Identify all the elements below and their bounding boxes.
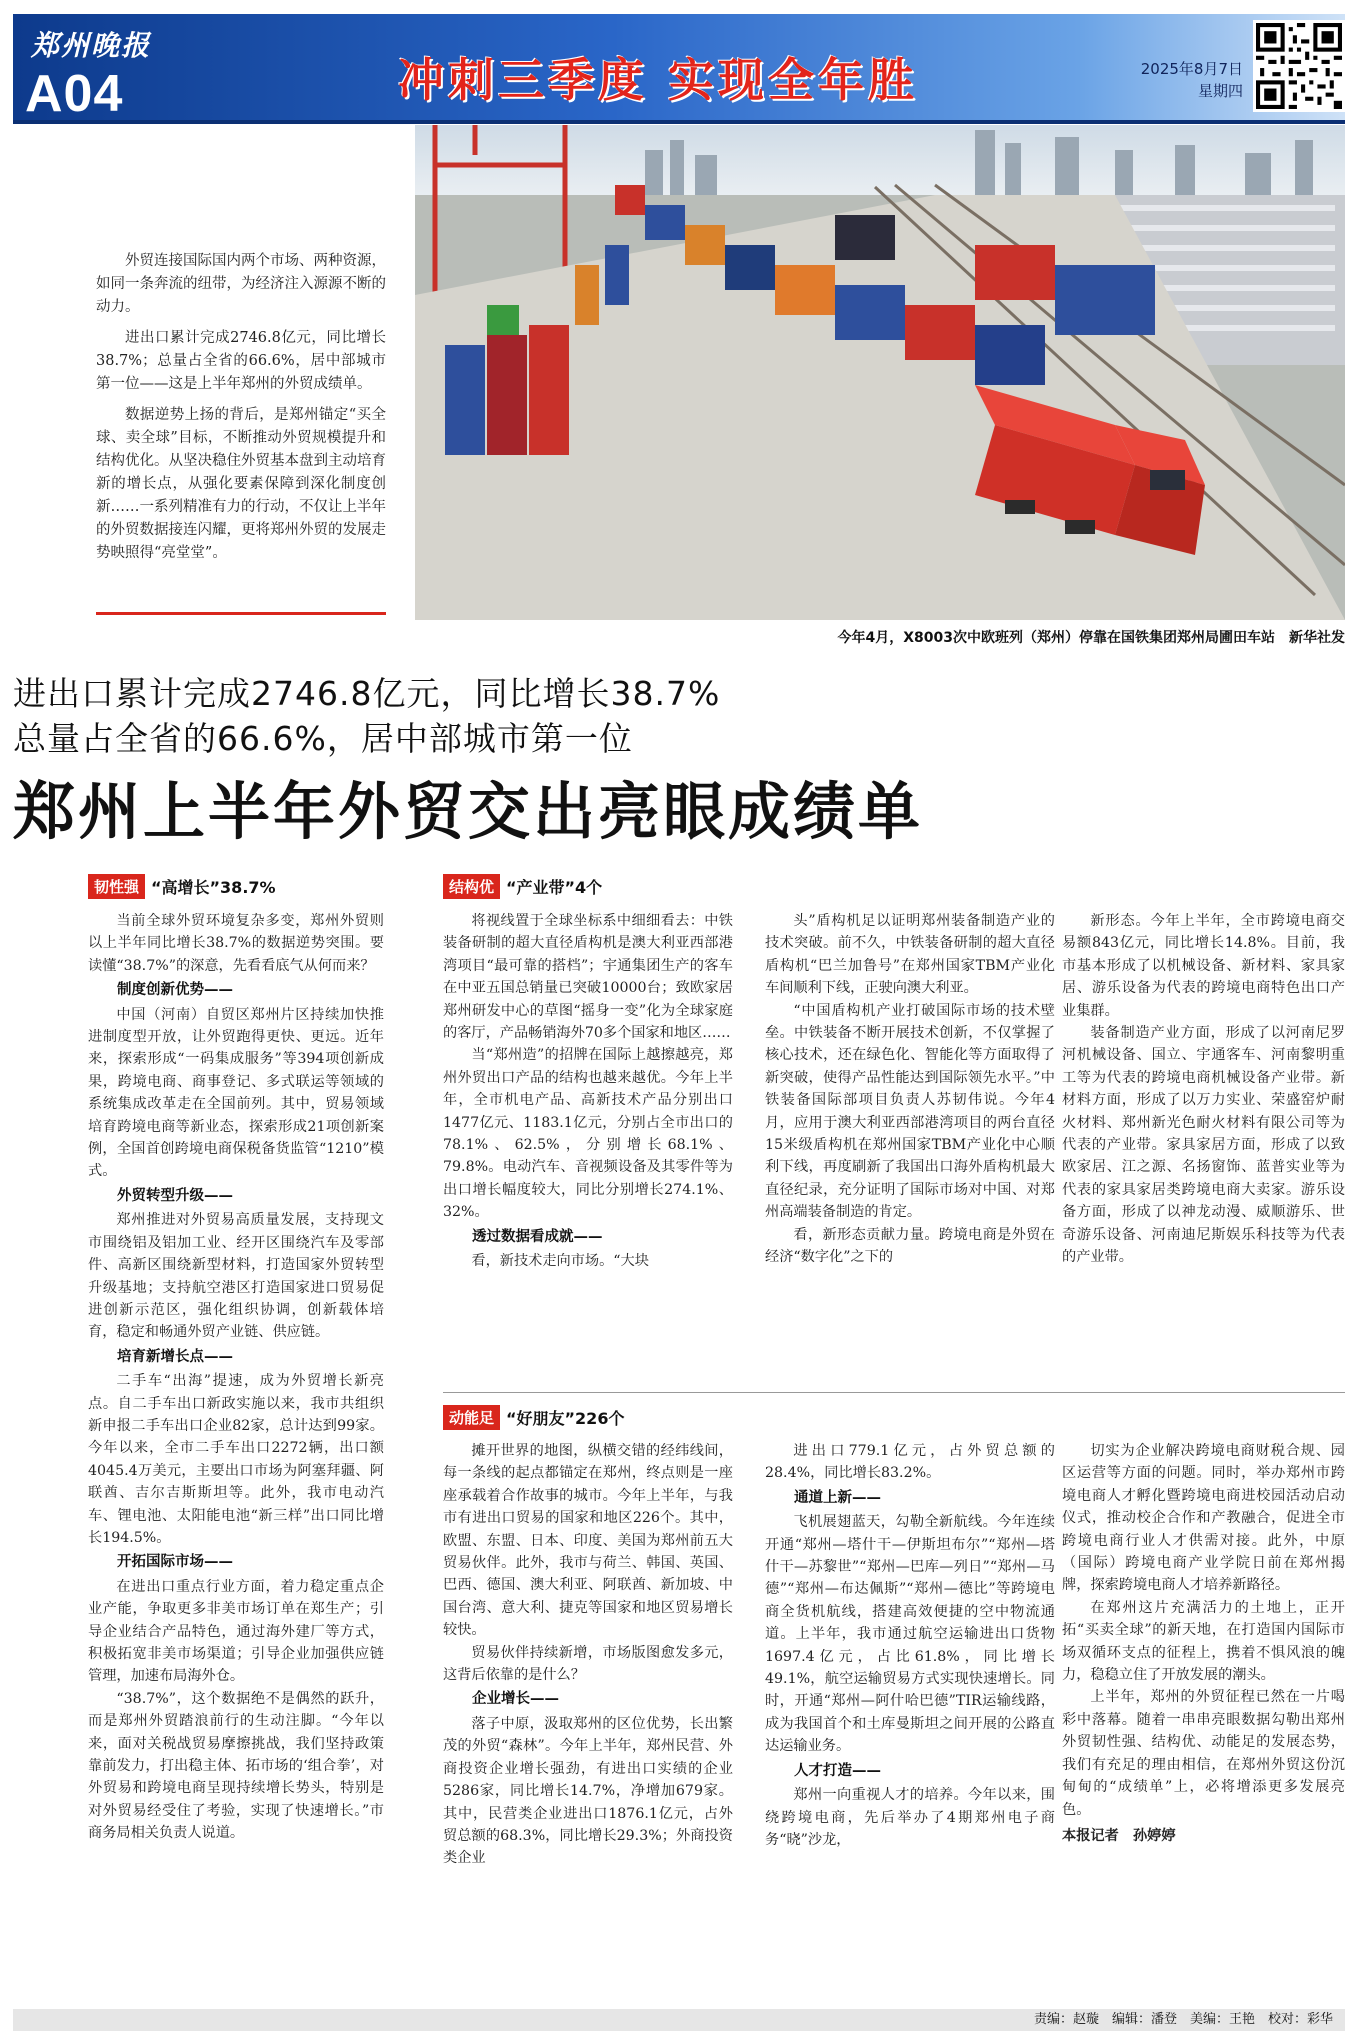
body-paragraph: 二手车“出海”提速，成为外贸增长新亮点。自二手车出口新政实施以来，我市共组织新申报二手车出口企业82家，总计达到99家。今年以来，全市二手车出口2272辆，出口额4045.4万美元，主要出口市场为阿塞拜疆、阿联酋、吉尔吉斯斯坦等。此外，我市电动汽车、锂电池、太阳能电池“新三样”出口同比增长194.5%。 bbox=[88, 1373, 384, 1546]
subheadline-2: 总量占全省的66.6%，居中部城市第一位 bbox=[13, 719, 633, 758]
subheading: 通道上新—— bbox=[794, 1489, 881, 1506]
lead-paragraph: 进出口累计完成2746.8亿元，同比增长38.7%；总量占全省的66.6%，居中部城市第一位——这是上半年郑州的外贸成绩单。 bbox=[96, 330, 386, 392]
banner-slogan: 冲刺三季度 实现全年胜 bbox=[398, 53, 919, 107]
train-photo bbox=[415, 125, 1345, 620]
body-paragraph: 中国（河南）自贸区郑州片区持续加快推进制度型开放，让外贸跑得更快、更远。近年来，探索形成“一码集成服务”等394项创新成果，跨境电商、商事登记、多式联运等领域的系统集成改革走在全国前列。其中，贸易领域培育跨境电商等新业态，探索形成21项创新案例，全国首创跨境电商保税备货监管“1210”模式。 bbox=[88, 1006, 384, 1180]
page-header bbox=[13, 14, 1345, 124]
body-paragraph: 当前全球外贸环境复杂多变，郑州外贸则以上半年同比增长38.7%的数据逆势突围。要读懂“38.7%”的深意，先看看底气从何而来？ bbox=[88, 913, 384, 974]
body-paragraph: 切实为企业解决跨境电商财税合规、园区运营等方面的问题。同时，举办郑州市跨境电商人才孵化暨跨境电商进校园活动启动仪式，推动校企合作和产教融合，促进全市跨境电商行业人才供需对接。此外，中原（国际）跨境电商产业学院日前在郑州揭牌，探索跨境电商人才培养新路径。 bbox=[1062, 1443, 1345, 1594]
column-3 bbox=[765, 910, 1055, 1380]
body-paragraph: 头”盾构机足以证明郑州装备制造产业的技术突破。前不久，中铁装备研制的超大直径盾构机“巴兰加鲁号”在郑州国家TBM产业化车间顺利下线，正驶向澳大利亚。 bbox=[765, 913, 1055, 997]
section-head-resilience bbox=[88, 874, 276, 899]
section-tag: 韧性强 bbox=[88, 874, 145, 899]
section-tag: 动能足 bbox=[443, 1405, 500, 1430]
subheading: 培育新增长点—— bbox=[117, 1348, 233, 1365]
column-5 bbox=[443, 1440, 733, 2002]
body-paragraph: 在进出口重点行业方面，着力稳定重点企业产能，争取更多非美市场订单在郑生产；引导企业结合产品特色，通过海外建厂等方式，积极拓宽非美市场渠道；引导企业加强供应链管理，加速布局海外仓。 bbox=[88, 1578, 384, 1685]
body-paragraph: “中国盾构机产业打破国际市场的技术壁垒。中铁装备不断开展技术创新，不仅掌握了核心技术，还在绿色化、智能化等方面取得了新突破，使得产品性能达到国际领先水平。”中铁装备国际部项目负责人苏韧伟说。今年4月，应用于澳大利亚西部港湾项目的两台直径15米级盾构机在郑州国家TBM产业化中心顺利下线，再度刷新了我国出口海外盾构机最大直径纪录，充分证明了国际市场对中国、对郑州高端装备制造的肯定。 bbox=[765, 1002, 1055, 1221]
lead-paragraph: 数据逆势上扬的背后，是郑州锚定“买全球、卖全球”目标，不断推动外贸规模提升和结构优化。从坚决稳住外贸基本盘到主动培育新的增长点，从强化要素保障到深化制度创新……一系列精准有力的行动，不仅让上半年的外贸数据接连闪耀，更将郑州外贸的发展走势映照得“亮堂堂”。 bbox=[96, 407, 386, 561]
subheadline-1: 进出口累计完成2746.8亿元，同比增长38.7% bbox=[13, 674, 721, 713]
body-paragraph: 飞机展翅蓝天，勾勒全新航线。今年连续开通“郑州—塔什干—伊斯坦布尔”“郑州—塔什干—苏黎世”“郑州—巴库—列日”“郑州—马德”“郑州—布达佩斯”“郑州—德比”等跨境电商全货机航线，搭建高效便捷的空中物流通道。上半年，我市通过航空运输进出口货物1697.4亿元，占比61.8%，同比增长49.1%，航空运输贸易方式实现快速增长。同时，开通“郑州—阿什哈巴德”TIR运输线路，成为我国首个和土库曼斯坦之间开展的公路直达运输业务。 bbox=[765, 1514, 1055, 1755]
body-paragraph: 当“郑州造”的招牌在国际上越擦越亮，郑州外贸出口产品的结构也越来越优。今年上半年，全市机电产品、高新技术产品分别出口1477亿元、1183.1亿元，分别占全市出口的78.1%、62.5%，分别增长68.1%、79.8%。电动汽车、音视频设备及其零件等为出口增长幅度较大，同比分别增长274.1%、32%。 bbox=[443, 1047, 733, 1221]
lead-divider bbox=[96, 612, 386, 615]
column-2 bbox=[443, 910, 733, 1380]
issue-date bbox=[1133, 58, 1243, 102]
masthead-logo: 郑州晚报 bbox=[31, 29, 152, 62]
section-title: “好朋友”226个 bbox=[506, 1409, 625, 1428]
column-6 bbox=[765, 1440, 1055, 2002]
body-paragraph: 将视线置于全球坐标系中细细看去：中铁装备研制的超大直径盾构机是澳大利亚西部港湾项目“最可靠的搭档”；宇通集团生产的客车在中亚五国总销量已突破10000台；致欧家居郑州研发中心的草图“摇身一变”化为全球家庭的客厅，产品畅销海外70多个国家和地区…… bbox=[443, 913, 733, 1042]
subheading: 人才打造—— bbox=[794, 1762, 881, 1779]
subheading: 制度创新优势—— bbox=[117, 982, 233, 999]
freight-yard-illustration bbox=[415, 125, 1345, 620]
photo-caption: 今年4月，X8003次中欧班列（郑州）停靠在国铁集团郑州局圃田车站 新华社发 bbox=[837, 630, 1345, 646]
body-paragraph: 在郑州这片充满活力的土地上，正开拓“买卖全球”的新天地，在打造国内国际市场双循环支点的征程上，携着不惧风浪的魄力，稳稳立住了开放发展的潮头。 bbox=[1062, 1599, 1345, 1684]
body-paragraph: 郑州一向重视人才的培养。今年以来，围绕跨境电商，先后举办了4期郑州电子商务“晓”沙龙， bbox=[765, 1787, 1055, 1848]
column-4 bbox=[1062, 910, 1345, 1380]
body-paragraph: 贸易伙伴持续新增，市场版图愈发多元，这背后依靠的是什么？ bbox=[443, 1644, 733, 1684]
body-paragraph: 摊开世界的地图，纵横交错的经纬线间，每一条线的起点都锚定在郑州，终点则是一座座承载着合作故事的城市。今年上半年，与我市有进出口贸易的国家和地区226个。其中，欧盟、东盟、日本、印度、美国为郑州前五大贸易伙伴。此外，我市与荷兰、韩国、英国、巴西、德国、澳大利亚、阿联酋、新加坡、中国台湾、意大利、捷克等国家和地区贸易增长较快。 bbox=[443, 1443, 733, 1639]
subheading: 外贸转型升级—— bbox=[117, 1187, 233, 1204]
column-7 bbox=[1062, 1440, 1345, 2002]
body-paragraph: 落子中原，汲取郑州的区位优势，长出繁茂的外贸“森林”。今年上半年，郑州民营、外商投资企业增长强劲，有进出口实绩的企业5286家，同比增长14.7%，净增加679家。其中，民营类企业进出口1876.1亿元，占外贸总额的68.3%，同比增长29.3%；外商投资类企业 bbox=[443, 1715, 733, 1867]
body-paragraph: “38.7%”，这个数据绝不是偶然的跃升，而是郑州外贸踏浪前行的生动注脚。“今年以来，面对关税战贸易摩擦挑战，我们坚持政策靠前发力，打出稳主体、拓市场的‘组合拳’，对外贸易和跨境电商呈现持续增长势头，特别是对外贸易经受住了考验，实现了快速增长。”市商务局相关负责人说道。 bbox=[88, 1690, 384, 1842]
masthead-block bbox=[13, 14, 163, 124]
body-paragraph: 新形态。今年上半年，全市跨境电商交易额843亿元，同比增长14.8%。目前，我市基本形成了以机械设备、新材料、家具家居、游乐设备为代表的跨境电商特色出口产业集群。 bbox=[1062, 913, 1345, 1019]
subheading: 开拓国际市场—— bbox=[117, 1554, 233, 1571]
section-tag: 结构优 bbox=[443, 874, 500, 899]
body-paragraph: 看，新形态贡献力量。跨境电商是外贸在经济“数字化”之下的 bbox=[765, 1226, 1055, 1266]
reporter-byline: 本报记者 孙婷婷 bbox=[1062, 1827, 1176, 1844]
body-paragraph: 进出口779.1亿元，占外贸总额的28.4%，同比增长83.2%。 bbox=[765, 1443, 1055, 1482]
section-title: “高增长”38.7% bbox=[151, 878, 276, 897]
body-paragraph: 郑州推进对外贸易高质量发展，支持现文市围绕铝及铝加工业、经开区围绕汽车及零部件、高新区围绕新型材料，打造国家外贸转型升级基地；支持航空港区打造国家进口贸易促进创新示范区，强化组织协调，创新载体培育，稳定和畅通外贸产业链、供应链。 bbox=[88, 1212, 384, 1341]
section-head-structure bbox=[443, 874, 602, 899]
qr-code-graphic bbox=[1256, 23, 1342, 109]
weekday-text: 星期四 bbox=[1197, 82, 1243, 100]
body-paragraph: 装备制造产业方面，形成了以河南尼罗河机械设备、国立、宇通客车、河南黎明重工等为代表的跨境电商机械设备产业带。新材料方面，形成了以万力实业、荣盛窑炉耐火材料、郑州新光色耐火材料有限公司等为代表的产业带。家具家居方面，形成了以致欧家居、江之源、名扬窗饰、蓝普实业等为代表的家具家居类跨境电商大卖家。游乐设备方面，形成了以神龙动漫、威顺游乐、世奇游乐设备、河南迪尼斯娱乐科技等为代表的产业带。 bbox=[1062, 1025, 1345, 1266]
qr-code-icon[interactable] bbox=[1253, 20, 1345, 112]
column-1 bbox=[88, 910, 384, 2002]
main-headline: 郑州上半年外贸交出亮眼成绩单 bbox=[13, 775, 924, 848]
body-paragraph: 看，新技术走向市场。“大块 bbox=[471, 1253, 649, 1270]
editor-credits: 责编：赵璇 编辑：潘登 美编：王艳 校对：彩华 bbox=[13, 2009, 1345, 2031]
lead-paragraphs bbox=[96, 250, 386, 573]
section-title: “产业带”4个 bbox=[506, 878, 603, 897]
lead-paragraph: 外贸连接国际国内两个市场、两种资源，如同一条奔流的纽带，为经济注入源源不断的动力。 bbox=[96, 253, 386, 315]
page-number: A04 bbox=[25, 65, 124, 123]
date-text: 2025年8月7日 bbox=[1140, 60, 1243, 78]
subheading: 透过数据看成就—— bbox=[472, 1228, 603, 1245]
body-paragraph: 上半年，郑州的外贸征程已然在一片喝彩中落幕。随着一串串亮眼数据勾勒出郑州外贸韧性强、结构优、动能足的发展态势，我们有充足的理由相信，在郑州外贸这份沉甸甸的“成绩单”上，必将增添更多发展亮色。 bbox=[1062, 1689, 1345, 1818]
subheading: 企业增长—— bbox=[472, 1691, 559, 1708]
section-head-momentum bbox=[443, 1405, 624, 1430]
section-divider bbox=[443, 1392, 1345, 1393]
